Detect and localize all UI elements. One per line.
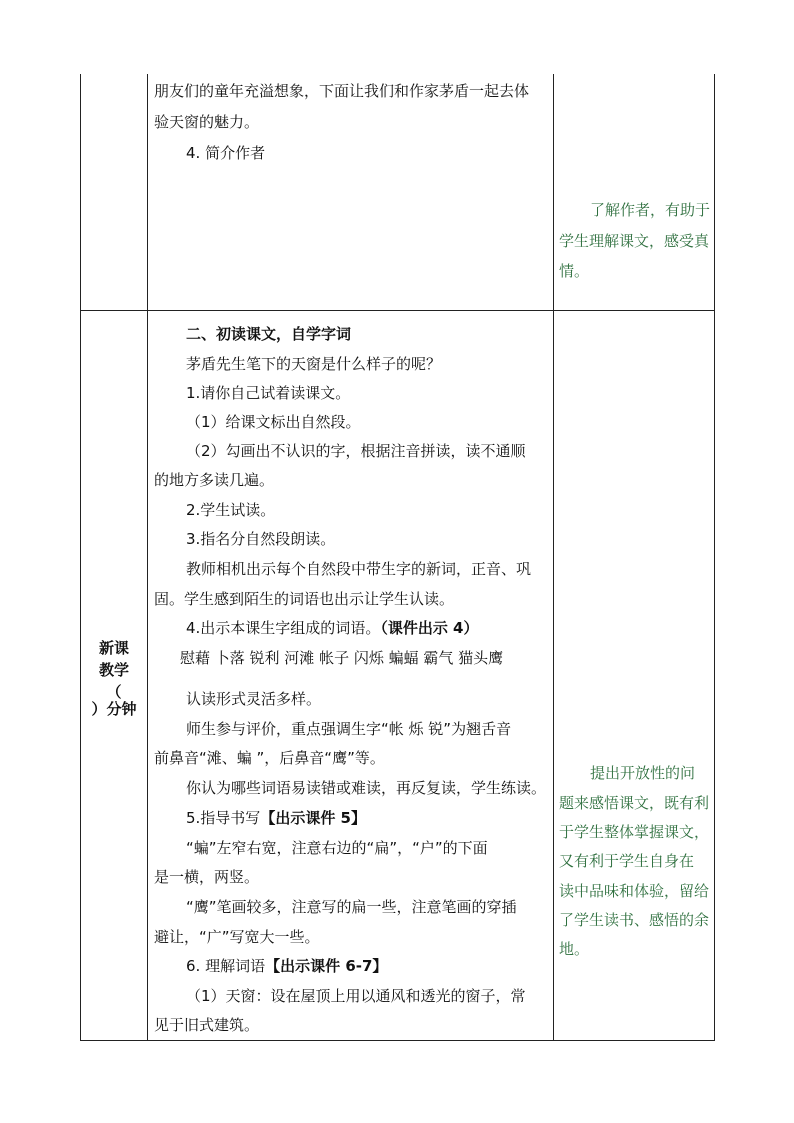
step-6a-line1: （1）天窗：设在屋顶上用以通风和透光的窗子，常 (186, 987, 526, 1005)
step-5a-line2: 是一横，两竖。 (154, 868, 260, 886)
step-5b-line2: 避让，“广”写宽大一些。 (154, 928, 320, 946)
top-note-line2: 学生理解课文，感受真 (559, 232, 710, 250)
step-4b-line2: 前鼻音“滩、蝙 ”，后鼻音“鹰”等。 (154, 749, 385, 767)
step-3a-line1: 教师相机出示每个自然段中带生字的新词，正音、巩 (186, 560, 532, 578)
step-5b-line1: “鹰”笔画较多，注意写的扁一些，注意笔画的穿插 (186, 898, 517, 916)
step-6a-line2: 见于旧式建筑。 (154, 1016, 260, 1034)
right-note-line4: 又有利于学生自身在 (559, 852, 695, 870)
right-note-line7: 地。 (559, 940, 590, 958)
question-line: 茅盾先生笔下的天窗是什么样子的呢？ (186, 355, 442, 373)
right-note-line6: 了学生读书、感悟的余 (559, 911, 710, 929)
step-4a: 认读形式灵活多样。 (186, 690, 322, 708)
step-6-text: 6. 理解词语 (186, 957, 266, 975)
step-1a: （1）给课文标出自然段。 (186, 413, 361, 431)
top-note-line1: 了解作者，有助于 (590, 201, 711, 219)
top-note-line3: 情。 (559, 262, 590, 280)
table-border-bottom (80, 1040, 715, 1041)
step-4-text: 4.出示本课生字组成的词语。 (186, 619, 381, 637)
step-3: 3.指名分自然段朗读。 (186, 530, 336, 548)
section-label-line4: ）分钟 (91, 700, 137, 718)
vocabulary-words: 慰藉 卜落 锐利 河滩 帐子 闪烁 蝙蝠 霸气 猫头鹰 (180, 649, 504, 667)
top-text-line1: 朋友们的童年充溢想象，下面让我们和作家茅盾一起去体 (154, 82, 530, 100)
table-border-col2 (553, 74, 554, 1041)
step-1b-line1: （2）勾画出不认识的字，根据注音拼读，读不通顺 (186, 442, 526, 460)
right-note-line2: 题来感悟课文，既有利 (559, 794, 710, 812)
right-note-line5: 读中品味和体验，留给 (559, 882, 710, 900)
step-1: 1.请你自己试着读课文。 (186, 384, 351, 402)
step-5a-line1: “蝙”左窄右宽，注意右边的“扁”，“户”的下面 (186, 839, 488, 857)
courseware-tag-5: 【出示课件 5】 (260, 809, 366, 827)
table-border-right (714, 74, 715, 1041)
section-label-line2: 教学 (98, 661, 129, 679)
step-1b-line2: 的地方多读几遍。 (154, 471, 275, 489)
right-note-line3: 于学生整体掌握课文， (559, 823, 710, 841)
top-text-line2: 验天窗的魅力。 (154, 113, 260, 131)
step-5 (186, 808, 366, 828)
section-label-line3: （ (106, 683, 122, 701)
table-border-col1 (147, 74, 148, 1041)
step-4 (186, 618, 479, 638)
step-6 (186, 956, 387, 976)
step-4c: 你认为哪些词语易读错或难读，再反复读，学生练读。 (186, 779, 547, 797)
table-row-divider (80, 310, 715, 311)
step-5-text: 5.指导书写 (186, 809, 261, 827)
table-border-left (80, 74, 81, 1041)
step-4b-line1: 师生参与评价，重点强调生字“帐 烁 锐”为翘舌音 (186, 720, 512, 738)
step-3a-line2: 固。学生感到陌生的词语也出示让学生认读。 (154, 590, 455, 608)
right-note-line1: 提出开放性的问 (590, 764, 696, 782)
courseware-tag-4: （课件出示 4） (380, 619, 479, 637)
top-item-4: 4. 简介作者 (186, 144, 266, 162)
section-heading: 二、初读课文，自学字词 (186, 325, 352, 343)
section-label-line1: 新课 (98, 639, 129, 657)
step-2: 2.学生试读。 (186, 501, 276, 519)
courseware-tag-6-7: 【出示课件 6-7】 (265, 957, 388, 975)
